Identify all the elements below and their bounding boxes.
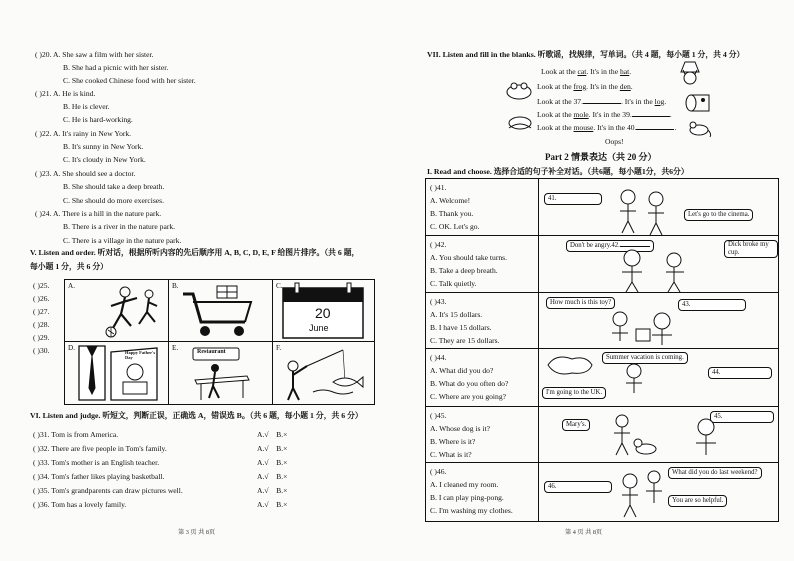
option-a[interactable]: A. There is a hill in the nature park. (52, 209, 162, 218)
option-a[interactable]: A. It's rainy in New York. (52, 129, 132, 138)
song-line-1: Look at the cat. It's in the hat. (541, 67, 632, 76)
judge-item-33 (33, 458, 159, 467)
judge-options-34 (257, 472, 287, 481)
q-number[interactable]: ( )20. (35, 50, 52, 59)
bubble-last-weekend: What did you do last weekend? (668, 467, 762, 479)
order-item-28[interactable]: ( )28. (33, 320, 50, 329)
part-2-heading: Part 2 情景表达（共 20 分） (545, 152, 657, 162)
item-45 (426, 406, 778, 463)
child-and-parent-icon (616, 467, 666, 519)
song-line-4: Look at the mole. It's in the 39. . (537, 110, 672, 119)
page-footer: 第 3 页 共 8页 (178, 529, 216, 536)
statement: Tom has a lovely family. (51, 500, 127, 509)
option-a[interactable]: A.√ (257, 444, 269, 453)
q-number[interactable]: ( )24. (35, 209, 52, 218)
cat-in-hat-icon (675, 58, 705, 88)
option-b[interactable]: B. Take a deep breath. (430, 266, 498, 275)
dialog-table (425, 178, 779, 522)
q-number[interactable]: ( )41. (430, 183, 447, 192)
option-b[interactable]: B.× (276, 500, 288, 509)
option-b[interactable]: B. He is clever. (63, 102, 110, 111)
q-number[interactable]: ( )44. (430, 353, 447, 362)
q-number[interactable]: ( )23. (35, 169, 52, 178)
picture-letter: A. (68, 282, 75, 290)
option-c[interactable]: C. She cooked Chinese food with her sister. (63, 76, 196, 85)
bubble-summer-vacation: Summer vacation is coming. (602, 352, 688, 364)
log-icon (683, 92, 713, 114)
picture-letter: C. (276, 282, 283, 290)
q-number[interactable]: ( )33. (33, 458, 50, 467)
q-number[interactable]: ( )22. (35, 129, 52, 138)
bubble-cinema: Let's go to the cinema. (684, 209, 753, 221)
page-footer: 第 4 页 共 8页 (565, 529, 603, 536)
picture-c-calendar (273, 280, 374, 342)
option-c[interactable]: C. What is it? (430, 450, 472, 459)
blank-40[interactable] (636, 129, 674, 130)
q-number[interactable]: ( )45. (430, 411, 447, 420)
item-42 (426, 235, 778, 293)
option-b[interactable]: B. What do you often do? (430, 379, 509, 388)
song-word-cat: cat (577, 67, 587, 76)
option-c[interactable]: C. Where are you going? (430, 392, 506, 401)
song-line-5: Look at the mouse. It's in the 40. . (537, 123, 677, 132)
option-b[interactable]: B.× (276, 430, 288, 439)
option-b[interactable]: B.× (276, 486, 288, 495)
mouse-icon (685, 118, 713, 138)
q-number[interactable]: ( )21. (35, 89, 52, 98)
option-a[interactable]: A.√ (257, 458, 269, 467)
order-item-25[interactable]: ( )25. (33, 281, 50, 290)
section-1-heading: I. Read and choose. 选择合适的句子补全对话。（共6题，每小题1分，共6分） (427, 167, 689, 176)
option-c[interactable]: C. It's cloudy in New York. (63, 155, 146, 164)
judge-item-36 (33, 500, 126, 509)
bubble-dick-broke: Dick broke my cup. (724, 240, 778, 258)
option-b[interactable]: B. I can play ping-pong. (430, 493, 504, 502)
blank-38[interactable] (583, 103, 621, 104)
option-a[interactable]: A. Welcome! (430, 196, 471, 205)
judge-options-31 (257, 430, 287, 439)
order-item-29[interactable]: ( )29. (33, 333, 50, 342)
calendar-day: 20 (315, 305, 331, 321)
option-b[interactable]: B.× (276, 458, 288, 467)
option-c[interactable]: C. Talk quietly. (430, 279, 477, 288)
order-item-30[interactable]: ( )30. (33, 346, 50, 355)
option-a[interactable]: A. What did you do? (430, 366, 494, 375)
option-c[interactable]: C. She should do more exercises. (63, 196, 165, 205)
q-number[interactable]: ( )34. (33, 472, 50, 481)
song-word-log: log (654, 97, 665, 106)
option-b[interactable]: B.× (276, 444, 288, 453)
option-b[interactable]: B. It's sunny in New York. (63, 142, 144, 151)
section-5-heading-cont: 每小题 1 分，共 6 分） (30, 262, 108, 271)
order-item-26[interactable]: ( )26. (33, 294, 50, 303)
bubble-helpful: You are so helpful. (668, 495, 727, 507)
judge-item-35 (33, 486, 183, 495)
option-a[interactable]: A. You should take turns. (430, 253, 507, 262)
q-number[interactable]: ( )35. (33, 486, 50, 495)
option-a[interactable]: A. It's 15 dollars. (430, 310, 483, 319)
bubble-blank-41[interactable]: 41. (544, 193, 602, 205)
song-word-frog: frog (573, 82, 587, 91)
judge-item-34 (33, 472, 164, 481)
song-word-den: den (619, 82, 631, 91)
option-c[interactable]: C. They are 15 dollars. (430, 336, 500, 345)
section-7-heading: VII. Listen and fill in the blanks. 听歌谣，找规律，写单词。（共 4 题，每小题 1 分，共 4 分） (427, 50, 745, 59)
picture-letter: D. (68, 344, 75, 352)
mole-icon (505, 110, 535, 132)
song-line-2: Look at the frog. It's in the den. (537, 82, 633, 91)
page-4 (397, 0, 794, 561)
option-a[interactable]: A. She saw a film with her sister. (52, 50, 154, 59)
judge-item-32 (33, 444, 167, 453)
bubble-marys: Mary's. (562, 419, 590, 431)
item-44 (426, 348, 778, 407)
judge-options-32 (257, 444, 287, 453)
item-46 (426, 462, 778, 522)
football-players-icon (65, 280, 169, 342)
picture-a-football (65, 280, 169, 342)
picture-d-card (65, 342, 169, 404)
option-a[interactable]: A. Whose dog is it? (430, 424, 490, 433)
two-kids-icon (614, 183, 674, 235)
option-b[interactable]: B. I have 15 dollars. (430, 323, 492, 332)
bubble-blank-43[interactable]: 43. (678, 299, 746, 311)
picture-letter: B. (172, 282, 179, 290)
picture-letter: E. (172, 344, 179, 352)
bubble-blank-46[interactable]: 46. (544, 481, 612, 493)
picture-letter: F. (276, 344, 282, 352)
option-c[interactable]: C. I'm washing my clothes. (430, 506, 513, 515)
q-number[interactable]: ( )36. (33, 500, 50, 509)
option-c[interactable]: C. OK. Let's go. (430, 222, 480, 231)
q-number[interactable]: ( )42. (430, 240, 447, 249)
blank-39[interactable] (632, 116, 670, 117)
bubble-blank-44[interactable]: 44. (708, 367, 772, 379)
picture-grid (64, 279, 375, 405)
bubble-uk: I'm going to the UK. (542, 387, 606, 399)
calendar-month: June (309, 323, 329, 333)
song-word-hat: hat (619, 67, 630, 76)
shopping-cart-icon (169, 280, 273, 342)
option-b[interactable]: B. She should take a deep breath. (63, 182, 165, 191)
statement: Tom's grandparents can draw pictures well. (51, 486, 183, 495)
option-b[interactable]: B. Thank you. (430, 209, 474, 218)
song-word-mouse: mouse (573, 123, 594, 132)
option-b[interactable]: B. She had a picnic with her sister. (63, 63, 169, 72)
q-number[interactable]: ( )31. (33, 430, 50, 439)
restaurant-sign: Restaurant (197, 349, 226, 355)
picture-f-fishing (273, 342, 374, 404)
angry-kids-icon (612, 246, 692, 292)
fishing-icon (273, 342, 374, 404)
option-a[interactable]: A.√ (257, 500, 269, 509)
option-a[interactable]: A. I cleaned my room. (430, 480, 499, 489)
picture-e-restaurant (169, 342, 273, 404)
statement: Tom is from America. (51, 430, 119, 439)
bubble-dont-be-angry[interactable]: Don't be angry.42. (566, 240, 654, 252)
option-a[interactable]: A.√ (257, 486, 269, 495)
q-number[interactable]: ( )43. (430, 297, 447, 306)
option-a[interactable]: A. He is kind. (52, 89, 96, 98)
judge-options-36 (257, 500, 287, 509)
option-a[interactable]: A.√ (257, 430, 269, 439)
song-word-mole: mole (573, 110, 589, 119)
bubble-blank-45[interactable]: 45. (710, 411, 774, 423)
q-number[interactable]: ( )46. (430, 467, 447, 476)
card-text: Happy Father's Day (125, 350, 156, 360)
section-5-heading: V. Listen and order. 听对话，根据所听内容的先后顺序用 A, B, C, D, E, F 给图片排序。（共 6 题， (30, 248, 360, 257)
order-item-27[interactable]: ( )27. (33, 307, 50, 316)
option-b[interactable]: B.× (276, 472, 288, 481)
judge-options-33 (257, 458, 287, 467)
option-b[interactable]: B. Where is it? (430, 437, 476, 446)
toy-shop-icon (606, 307, 686, 347)
option-b[interactable]: B. There is a river in the nature park. (63, 222, 176, 231)
song-line-3: Look at the 37. . It's in the log. (537, 97, 667, 106)
q-number[interactable]: ( )32. (33, 444, 50, 453)
option-a[interactable]: A. She should see a doctor. (52, 169, 136, 178)
song-oops: Oops! (605, 137, 624, 146)
section-6-heading: VI. Listen and judge. 听短文，判断正误，正确选 A，错误选 B。（共 6 题，每小题 1 分，共 6 分） (30, 411, 363, 420)
travel-kids-icon (542, 351, 662, 395)
judge-item-31 (33, 430, 118, 439)
item-43 (426, 292, 778, 349)
statement: There are five people in Tom's family. (51, 444, 167, 453)
picture-b-shopping-cart (169, 280, 273, 342)
frog-in-den-icon (505, 76, 535, 102)
option-a[interactable]: A.√ (257, 472, 269, 481)
option-c[interactable]: C. He is hard-working. (63, 115, 133, 124)
option-c[interactable]: C. There is a village in the nature park. (63, 236, 182, 245)
judge-options-35 (257, 486, 287, 495)
statement: Tom's father likes playing basketball. (51, 472, 165, 481)
statement: Tom's mother is an English teacher. (51, 458, 160, 467)
dog-kids-icon (602, 411, 722, 459)
bubble-how-much: How much is this toy? (546, 297, 615, 309)
